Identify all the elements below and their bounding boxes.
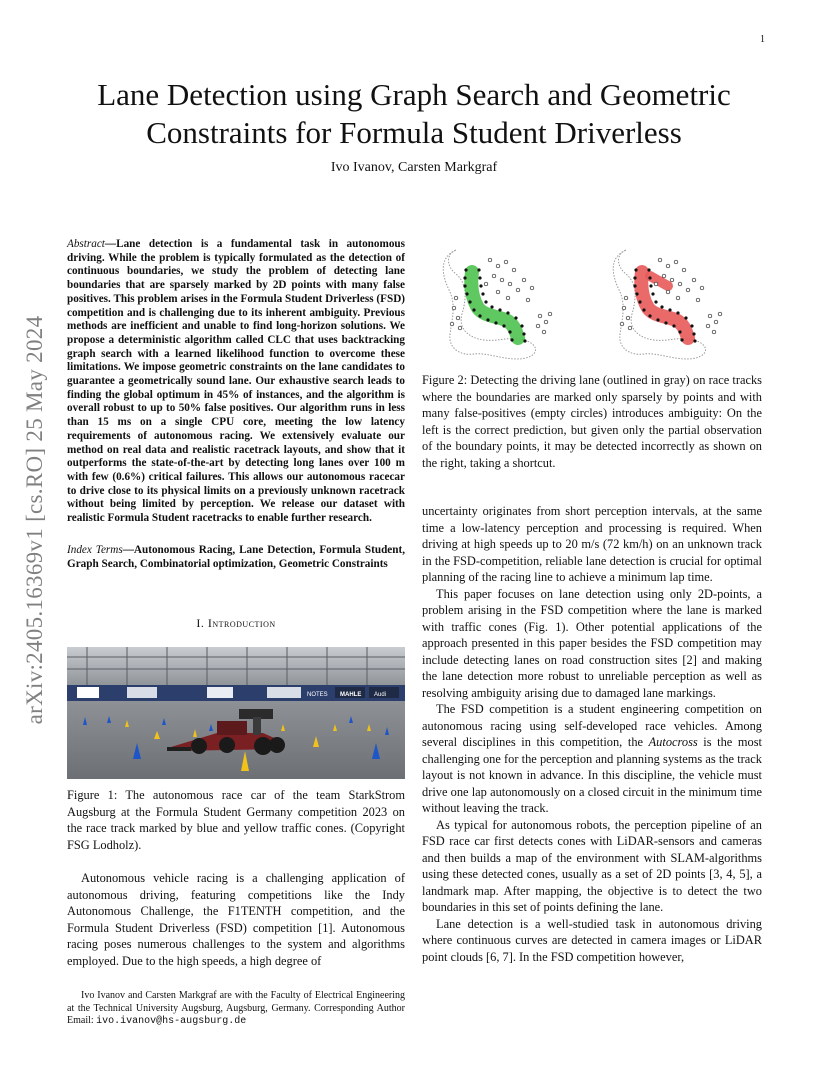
banner-audi: Audi [374,692,387,698]
paper-title [50,76,778,152]
page-number: 1 [760,34,765,45]
title-line-1: Lane Detection using Graph Search and Geometric [97,77,731,112]
banner-notes: NOTES [307,692,328,698]
lane-detection-figure-svg [428,240,762,362]
footnote [67,990,405,1029]
abstract-label: Abstract [67,238,105,250]
authors: Ivo Ivanov, Carsten Markgraf [330,160,498,175]
abstract-text: —Lane detection is a fundamental task in autonomous driving. While the problem is typically formulated as the detection of continuous boundaries, we study the problem of detecting lane boundaries that are sparsely marked by 2D points with many false positives. This problem arises in the Formula Student Driverless (FSD) competition and is challenging due to its inherent ambiguity. Previous methods are inefficient and unable to find long-horizon solutions. We propose a deterministic algorithm called CLC that uses backtracking graph search with a learned likelihood function to overcome these limitations. We impose geometric constraints on the lane candidates to guarantee a geometrically sound lane. Our exhaustive search leads to finding the global optimum in 45% of instances, and the algorithm is overall robust to up to 50% false positives. Our algorithm runs in less than 15 ms on a single CPU core, meeting the low latency requirements of autonomous racing. We extensively evaluate our method on real data and realistic racetrack layouts, and show that it outperforms the state-of-the-art by detecting long lanes over 100 m with few (0.6%) critical failures. This allows our autonomous racecar to drive close to its physical limits on a previously unknown racetrack without being limited by perception. We release our dataset with realistic Formula Student racetracks to enable further research. [67,238,405,525]
left-column-body [67,870,405,969]
index-terms-text: —Autonomous Racing, Lane Detection, Formula Student, Graph Search, Combinatorial optimization, Geometric Constraints [67,544,405,570]
race-car-photo-svg [67,647,405,779]
abstract [67,238,405,526]
right-paragraph-3-lead: The FSD competition is a student engineering competition on autonomous racing using self-developed race vehicles. Among several disciplines in this competition, the [422,702,762,749]
footnote-text: Ivo Ivanov and Carsten Markgraf are with the Faculty of Electrical Engineering at the Technical University Augsburg, Augsburg, Germany. Corresponding Author Email: [67,990,405,1026]
section-title: Introduction [207,616,276,630]
race-car-photo [67,647,405,779]
right-paragraph-3 [422,701,762,817]
intro-paragraph: Autonomous vehicle racing is a challenging application of autonomous driving, featuring competitions like the Indy Autonomous Challenge, the F1TENTH competition, and the Formula Student Driverless (FSD) competition [1]. Autonomous racing poses numerous challenges to the system and algorithms employed. Due to the high speeds, a high degree of [67,871,405,968]
right-paragraph-3-italic: Autocross [648,735,698,749]
banner-mahle: MAHLE [340,692,362,698]
arxiv-stamp [20,280,50,760]
title-line-2: Constraints for Formula Student Driverless [146,115,682,150]
correct-prediction-panel [443,250,552,359]
lane-detection-figure [428,240,762,362]
figure1-caption: Figure 1: The autonomous race car of the team StarkStrom Augsburg at the Formula Student Germany competition 2023 on the race track marked by blue and yellow traffic cones. (Copyright FSG Lodholz). [67,788,405,852]
wrong-prediction-panel [613,250,722,359]
right-paragraph-3-rest: is the most challenging one for the perception and planning systems as the track layout is not known in advance. In this discipline, the vehicle must drive one lap autonomously on a closed circuit in the minimum time without leaving the track. [422,735,762,815]
index-terms [67,544,405,571]
right-paragraph-5: Lane detection is a well-studied task in autonomous driving where continuous curves are detected in camera images or LiDAR point clouds [6, 7]. In the FSD competition however, [422,916,762,964]
correct-lane-fill [471,272,518,338]
arxiv-stamp-text: arXiv:2405.16369v1 [cs.RO] 25 May 2024 [22,315,47,725]
right-paragraph-2: This paper focuses on lane detection using only 2D-points, a problem arising in the FSD competition where the lane is marked with traffic cones (Fig. 1). Other potential applications of the approach presented in this paper besides the FSD competition may include detecting lanes on road construction sites [2] and making the lane detection more robust to unreliable perception as well as resolving ambiguity arising due to damaged lane markings. [422,586,762,700]
section-number: I. [196,616,205,630]
right-paragraph-4: As typical for autonomous robots, the perception pipeline of an FSD race car first detects cones with LiDAR-sensors and cameras and then builds a map of the environment with SLAM-algorithms using these detected cones, usually as a set of 2D points [3, 4, 5], a landmark map. After mapping, the objective is to detect the two boundaries in this set of points defining the lane. [422,817,762,914]
footnote-email: ivo.ivanov@hs-augsburg.de [96,1016,247,1027]
right-paragraph-1: uncertainty originates from short perception intervals, at the same time a low-latency perception and processing is required. When driving at high speeds up to 20 m/s (72 km/h) on an unknown track in the FSD-competition, reliable lane detection is crucial for optimal planning of the racing line to achieve a minimum lap time. [422,504,762,584]
index-terms-label: Index Terms [67,544,123,556]
figure2-caption: Figure 2: Detecting the driving lane (outlined in gray) on race tracks where the boundaries are marked only sparsely by points and with many false-positives (empty circles) introduces ambiguity: On the left is the correct prediction, but given only the partial observation of the boundary points, it may be detected incorrectly as shown on the right, taking a shortcut. [422,373,762,470]
section-heading [67,616,405,631]
right-column-body [422,503,762,965]
